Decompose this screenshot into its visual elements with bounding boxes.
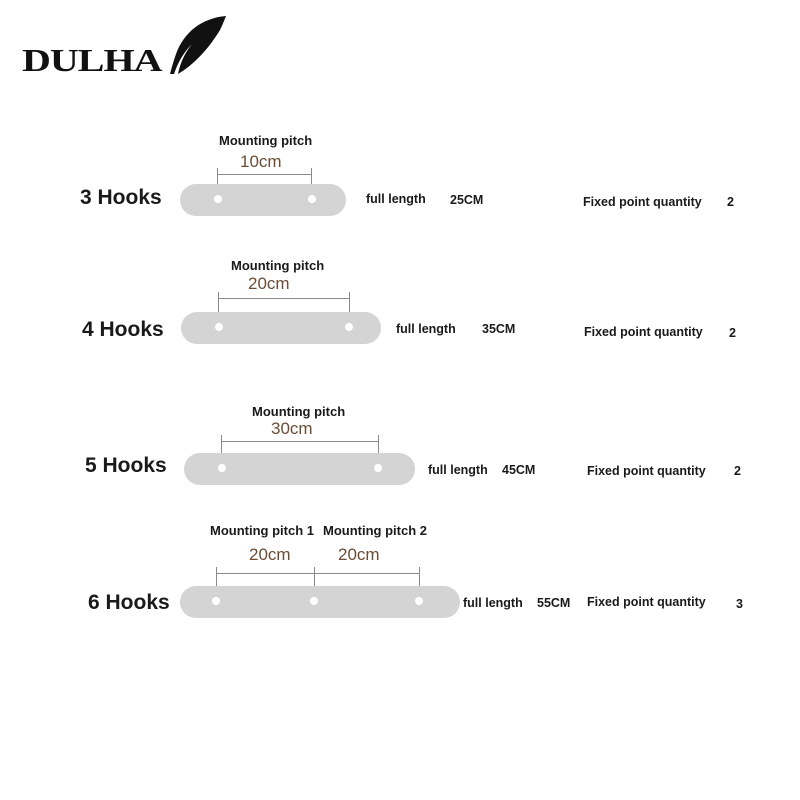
feather-icon bbox=[162, 14, 228, 78]
full-length-label: full length bbox=[463, 596, 523, 610]
fixed-point-value: 2 bbox=[727, 195, 734, 209]
fixed-point-value: 3 bbox=[736, 597, 743, 611]
mounting-pitch-title: Mounting pitch bbox=[219, 133, 313, 148]
mounting-pitch-2-value: 20cm bbox=[338, 545, 380, 564]
mounting-hole bbox=[308, 195, 316, 203]
full-length-value: 25CM bbox=[450, 193, 484, 207]
dimension-line bbox=[221, 441, 378, 442]
mounting-hole bbox=[218, 464, 226, 472]
hooks-label: 4 Hooks bbox=[82, 318, 164, 341]
mounting-pitch-2-title: Mounting pitch 2 bbox=[323, 523, 427, 538]
full-length-value: 55CM bbox=[537, 596, 571, 610]
dimension-line bbox=[216, 573, 419, 574]
full-length-value: 35CM bbox=[482, 322, 516, 336]
fixed-point-value: 2 bbox=[729, 326, 736, 340]
fixed-point-label: Fixed point quantity bbox=[587, 595, 706, 609]
fixed-point-value: 2 bbox=[734, 464, 741, 478]
mounting-pitch-1-title: Mounting pitch 1 bbox=[210, 523, 314, 538]
hook-rail-bar bbox=[181, 312, 381, 344]
fixed-point-label: Fixed point quantity bbox=[584, 325, 703, 339]
mounting-pitch-1-value: 20cm bbox=[249, 545, 291, 564]
hooks-label: 3 Hooks bbox=[80, 186, 162, 209]
dimension-line bbox=[218, 298, 349, 299]
mounting-hole bbox=[214, 195, 222, 203]
dimension-line bbox=[217, 174, 312, 175]
full-length-label: full length bbox=[366, 192, 426, 206]
mounting-pitch-title: Mounting pitch bbox=[252, 404, 346, 419]
hook-rail-bar bbox=[180, 586, 460, 618]
mounting-hole bbox=[345, 323, 353, 331]
hook-rail-bar bbox=[184, 453, 415, 485]
mounting-pitch-value: 10cm bbox=[240, 152, 282, 171]
fixed-point-label: Fixed point quantity bbox=[583, 195, 702, 209]
mounting-hole bbox=[374, 464, 382, 472]
hook-rail-bar bbox=[180, 184, 346, 216]
hooks-label: 5 Hooks bbox=[85, 454, 167, 477]
mounting-pitch-value: 30cm bbox=[271, 419, 313, 438]
full-length-label: full length bbox=[396, 322, 456, 336]
mounting-hole bbox=[215, 323, 223, 331]
mounting-hole bbox=[310, 597, 318, 605]
mounting-pitch-value: 20cm bbox=[248, 274, 290, 293]
hooks-label: 6 Hooks bbox=[88, 591, 170, 614]
mounting-hole bbox=[415, 597, 423, 605]
brand-logo bbox=[22, 10, 232, 80]
fixed-point-label: Fixed point quantity bbox=[587, 464, 706, 478]
mounting-hole bbox=[212, 597, 220, 605]
mounting-pitch-title: Mounting pitch bbox=[231, 258, 325, 273]
full-length-value: 45CM bbox=[502, 463, 536, 477]
logo-text: DULHA bbox=[22, 42, 162, 78]
full-length-label: full length bbox=[428, 463, 488, 477]
